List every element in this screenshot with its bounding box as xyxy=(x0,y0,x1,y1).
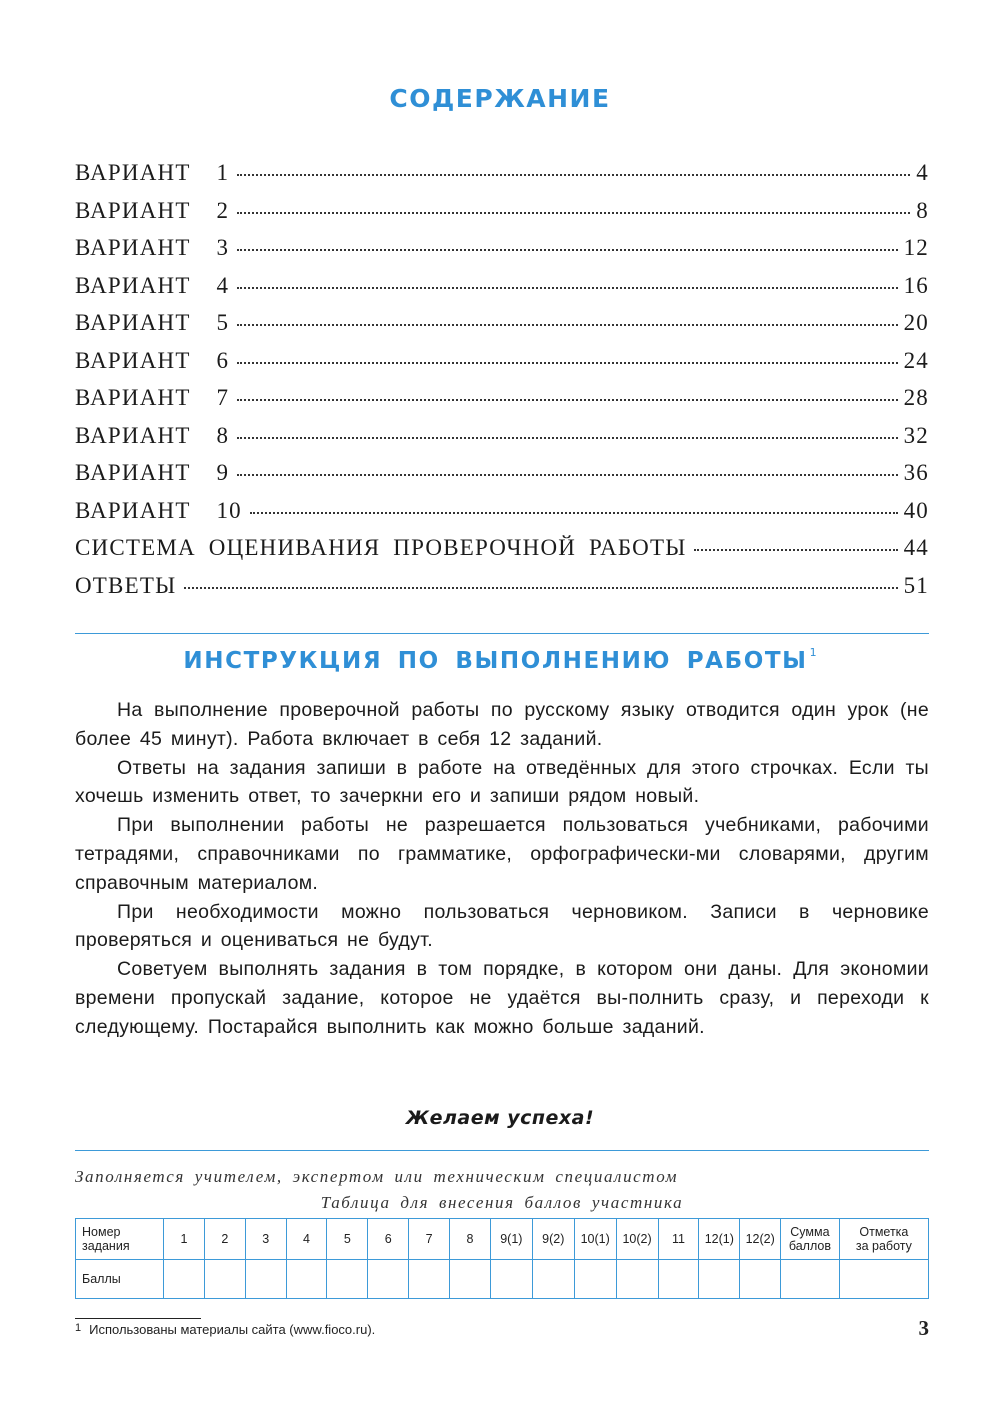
grade-cell[interactable] xyxy=(839,1260,928,1299)
task-number-cell: 10(2) xyxy=(616,1219,658,1260)
score-input-cell[interactable] xyxy=(286,1260,327,1299)
total-score-label: баллов xyxy=(788,1239,831,1253)
toc-item-page: 32 xyxy=(903,422,929,448)
task-number-cell: 4 xyxy=(286,1219,327,1260)
toc-item[interactable] xyxy=(75,310,929,348)
total-score-label: Сумма xyxy=(790,1225,830,1239)
section-divider xyxy=(75,1150,929,1151)
toc-item-page: 20 xyxy=(903,310,929,335)
grade-label: Отметка xyxy=(859,1225,909,1239)
instructions-title-text: ИНСТРУКЦИЯ ПО ВЫПОЛНЕНИЮ РАБОТЫ xyxy=(183,648,808,674)
toc-item-label: ОТВЕТЫ xyxy=(75,572,177,598)
footnote-ref: 1 xyxy=(809,646,817,659)
score-input-cell[interactable] xyxy=(699,1260,740,1299)
toc-item-label: ВАРИАНТ 7 xyxy=(75,385,230,410)
task-number-cell: 9(2) xyxy=(532,1219,574,1260)
score-input-cell[interactable] xyxy=(490,1260,532,1299)
grade-header-cell xyxy=(839,1219,928,1260)
score-input-cell[interactable] xyxy=(204,1260,245,1299)
toc-item-page: 40 xyxy=(903,497,929,523)
toc-item[interactable] xyxy=(75,348,929,386)
toc-item[interactable] xyxy=(75,160,929,198)
toc-item[interactable] xyxy=(75,460,929,498)
toc-dot-leader xyxy=(694,549,897,551)
toc-item-label: ВАРИАНТ 8 xyxy=(75,422,230,448)
instructions-paragraph: На выполнение проверочной работы по русскому языку отводится один урок (не более 45 минут). Работа включает в себя 12 заданий. xyxy=(75,699,929,750)
toc-item[interactable] xyxy=(75,498,929,536)
toc-dot-leader xyxy=(237,474,897,476)
toc-item-page: 12 xyxy=(903,235,929,260)
toc-item[interactable] xyxy=(75,423,929,461)
task-number-cell: 7 xyxy=(409,1219,450,1260)
filled-by-note: Заполняется учителем, экспертом или техническим специалистом xyxy=(75,1167,679,1186)
toc-item-page: 24 xyxy=(903,347,929,373)
toc-item-page: 36 xyxy=(903,460,929,485)
scores-label-cell: Баллы xyxy=(76,1260,164,1299)
toc-item-label: СИСТЕМА ОЦЕНИВАНИЯ ПРОВЕРОЧНОЙ РАБОТЫ xyxy=(75,535,687,560)
score-input-cell[interactable] xyxy=(164,1260,205,1299)
footnote xyxy=(75,1322,375,1337)
toc-item-label: ВАРИАНТ 4 xyxy=(75,272,230,298)
toc-item-page: 16 xyxy=(903,272,929,298)
toc-item-label: ВАРИАНТ 2 xyxy=(75,197,230,223)
task-number-cell: 11 xyxy=(658,1219,699,1260)
page-number: 3 xyxy=(918,1316,929,1340)
toc-list xyxy=(75,160,929,610)
score-input-cell[interactable] xyxy=(532,1260,574,1299)
section-divider xyxy=(75,633,929,634)
instructions-paragraph: При выполнении работы не разрешается пользоваться учебниками, рабочими тетрадями, справочниками по грамматике, орфографически-ми словарями, другим справочным материалом. xyxy=(75,814,929,894)
score-table xyxy=(75,1218,929,1299)
toc-item-label: ВАРИАНТ 1 xyxy=(75,160,230,185)
instructions-paragraph: Ответы на задания запиши в работе на отведённых для этого строчках. Если ты хочешь изменить ответ, то зачеркни его и запиши рядом новый. xyxy=(75,756,929,808)
task-number-cell: 1 xyxy=(164,1219,205,1260)
toc-item-label: ВАРИАНТ 9 xyxy=(75,460,230,485)
toc-dot-leader xyxy=(184,587,897,589)
task-number-cell: 10(1) xyxy=(574,1219,616,1260)
toc-title: СОДЕРЖАНИЕ xyxy=(389,84,611,113)
score-table-header-row xyxy=(76,1219,929,1260)
toc-item[interactable] xyxy=(75,535,929,573)
toc-dot-leader xyxy=(237,249,897,251)
score-input-cell[interactable] xyxy=(327,1260,368,1299)
toc-item[interactable] xyxy=(75,235,929,273)
task-number-label: Номер xyxy=(82,1225,121,1239)
task-number-cell: 12(1) xyxy=(699,1219,740,1260)
footnote-mark: 1 xyxy=(75,1322,82,1334)
toc-item-label: ВАРИАНТ 3 xyxy=(75,235,230,260)
toc-item[interactable] xyxy=(75,573,929,611)
task-number-label-cell xyxy=(76,1219,164,1260)
instructions-body xyxy=(75,696,929,1042)
score-input-cell[interactable] xyxy=(368,1260,409,1299)
task-number-cell: 2 xyxy=(204,1219,245,1260)
footnote-text: Использованы материалы сайта (www.fioco.ru). xyxy=(89,1322,376,1337)
toc-item[interactable] xyxy=(75,385,929,423)
score-table-title: Таблица для внесения баллов участника xyxy=(320,1193,684,1212)
toc-dot-leader xyxy=(237,362,897,364)
toc-dot-leader xyxy=(237,174,910,176)
toc-item-label: ВАРИАНТ 5 xyxy=(75,310,230,335)
score-input-cell[interactable] xyxy=(740,1260,781,1299)
toc-dot-leader xyxy=(237,212,910,214)
footnote-divider xyxy=(75,1318,201,1319)
toc-item-label: ВАРИАНТ 10 xyxy=(75,497,242,523)
task-number-cell: 5 xyxy=(327,1219,368,1260)
toc-dot-leader xyxy=(237,287,897,289)
toc-item-page: 44 xyxy=(903,535,929,560)
total-score-cell[interactable] xyxy=(781,1260,840,1299)
toc-dot-leader xyxy=(237,399,897,401)
toc-item-page: 4 xyxy=(916,160,929,185)
toc-item-page: 51 xyxy=(903,572,929,598)
toc-item-page: 8 xyxy=(916,197,929,223)
toc-dot-leader xyxy=(237,324,897,326)
total-score-header-cell xyxy=(781,1219,840,1260)
toc-dot-leader xyxy=(237,437,897,439)
score-input-cell[interactable] xyxy=(450,1260,491,1299)
toc-item[interactable] xyxy=(75,198,929,236)
score-input-cell[interactable] xyxy=(245,1260,286,1299)
task-number-cell: 6 xyxy=(368,1219,409,1260)
task-number-cell: 8 xyxy=(450,1219,491,1260)
score-input-cell[interactable] xyxy=(616,1260,658,1299)
task-number-cell: 3 xyxy=(245,1219,286,1260)
toc-dot-leader xyxy=(250,512,898,514)
toc-item[interactable] xyxy=(75,273,929,311)
good-luck-wish: Желаем успеха! xyxy=(405,1107,595,1129)
score-input-cell[interactable] xyxy=(574,1260,616,1299)
score-input-cell[interactable] xyxy=(409,1260,450,1299)
task-number-cell: 9(1) xyxy=(490,1219,532,1260)
score-input-cell[interactable] xyxy=(658,1260,699,1299)
instructions-paragraph: Советуем выполнять задания в том порядке, в котором они даны. Для экономии времени пропускай задание, которое не удаётся вы-полнить сразу, и переходи к следующему. Постарайся выполнить как можно больше заданий. xyxy=(75,958,929,1038)
toc-item-label: ВАРИАНТ 6 xyxy=(75,347,230,373)
instructions-title xyxy=(0,648,1000,674)
task-number-label: задания xyxy=(82,1239,130,1253)
instructions-paragraph: При необходимости можно пользоваться черновиком. Записи в черновике проверяться и оцениваться не будут. xyxy=(75,900,929,952)
toc-item-page: 28 xyxy=(903,385,929,410)
task-number-cell: 12(2) xyxy=(740,1219,781,1260)
grade-label: за работу xyxy=(855,1239,912,1253)
score-table-score-row xyxy=(76,1260,929,1299)
